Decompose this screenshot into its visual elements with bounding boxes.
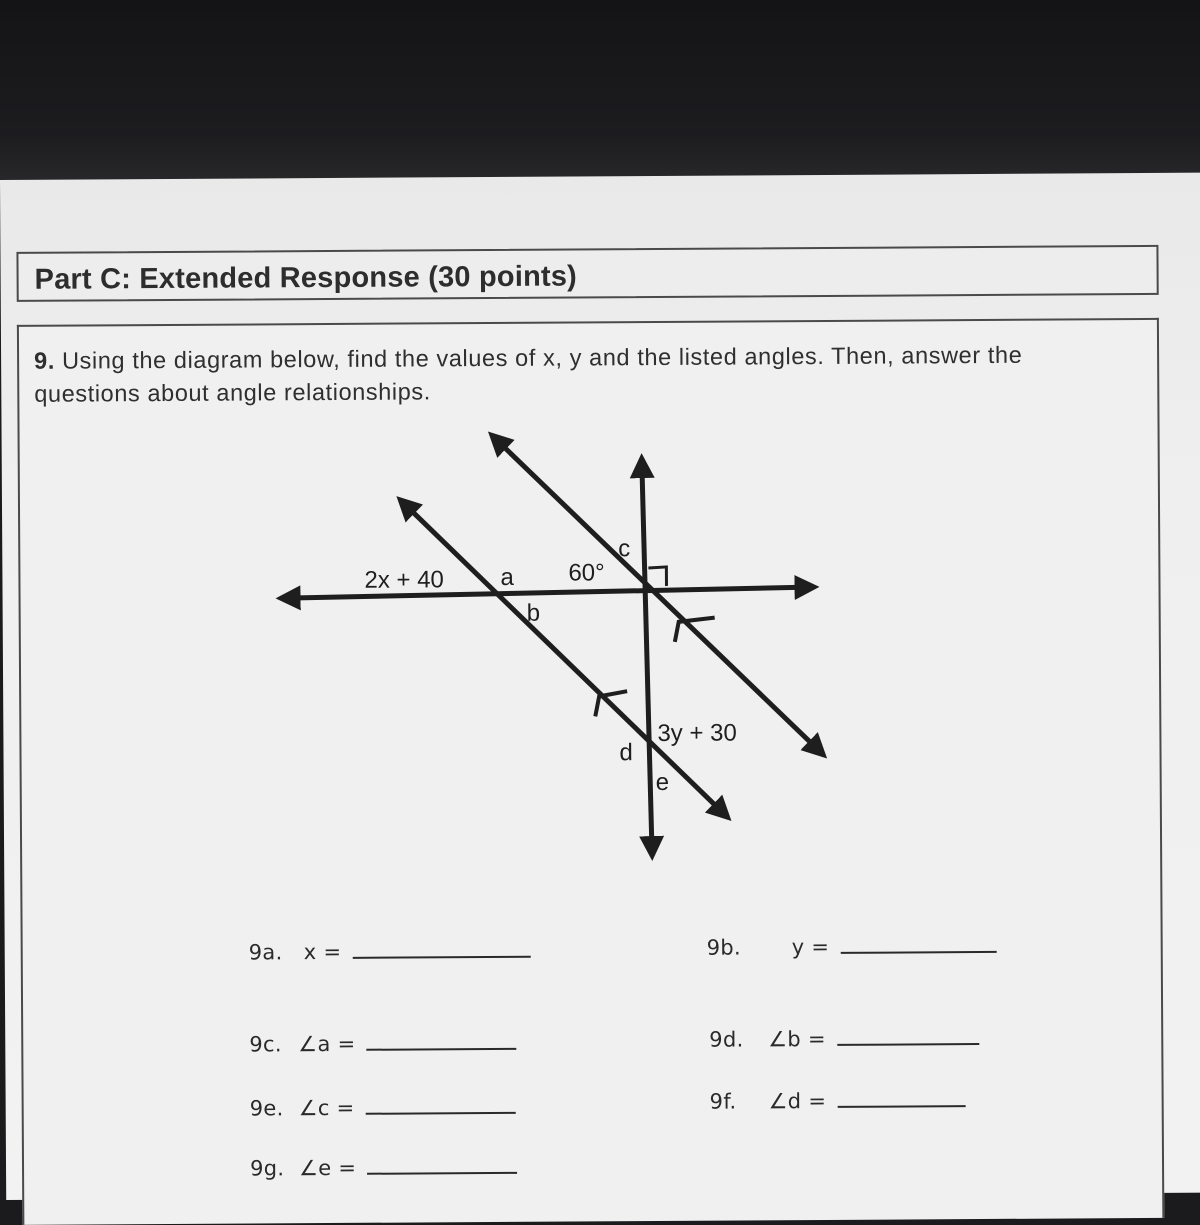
vertical-line [642,458,652,856]
answer-blank-9g[interactable] [367,1156,517,1175]
answer-blank-9e[interactable] [365,1096,515,1115]
left-parallel-line [400,498,728,820]
answer-label: 9a. [248,940,283,965]
angle-diagram [0,173,1200,1200]
answer-9a [249,939,531,965]
answer-prompt: ∠c = [298,1095,355,1121]
angle-60-label: 60° [568,559,605,587]
answer-9f [710,1088,966,1114]
angle-c-label: c [618,535,631,563]
answer-9c [249,1031,516,1057]
angle-e-label: e [655,768,670,797]
answer-blank-9d[interactable] [837,1027,979,1046]
answer-blank-9b[interactable] [840,935,996,954]
answer-label: 9c. [249,1032,282,1057]
question-number: 9. [34,347,55,374]
worksheet-page [0,173,1200,1200]
answer-blank-9c[interactable] [366,1032,516,1051]
answer-label: 9e. [249,1096,284,1121]
answer-9d [709,1026,979,1052]
answer-prompt: ∠b = [768,1026,826,1052]
answer-label: 9d. [709,1027,744,1052]
answer-prompt: ∠d = [768,1088,827,1114]
monitor-bezel [0,0,1200,190]
angle-d-label: d [619,739,633,767]
answer-prompt: ∠e = [298,1155,357,1181]
section-title: Part C: Extended Response (30 points) [34,260,578,296]
answer-blank-9f[interactable] [837,1089,965,1108]
horizontal-line [281,587,815,598]
expr-x-label: 2x + 40 [364,566,444,594]
angle-a-label: a [500,563,514,591]
answer-prompt: ∠a = [298,1031,356,1057]
question-prompt: Using the diagram below, find the values of x, y and the listed angles. Then, answer the questions about angle relationships. [34,341,1023,407]
answer-9e [250,1095,516,1121]
answer-label: 9b. [706,935,742,960]
answer-prompt: y = [791,934,830,960]
answer-prompt: x = [303,939,342,965]
answer-9b [707,934,997,960]
answer-9g [250,1155,517,1181]
expr-y-label: 3y + 30 [657,719,737,747]
answer-label: 9f. [709,1089,737,1114]
angle-b-label: b [526,599,541,627]
answer-blank-9a[interactable] [352,940,530,959]
answer-label: 9g. [249,1156,285,1181]
right-angle-mark [648,567,666,586]
